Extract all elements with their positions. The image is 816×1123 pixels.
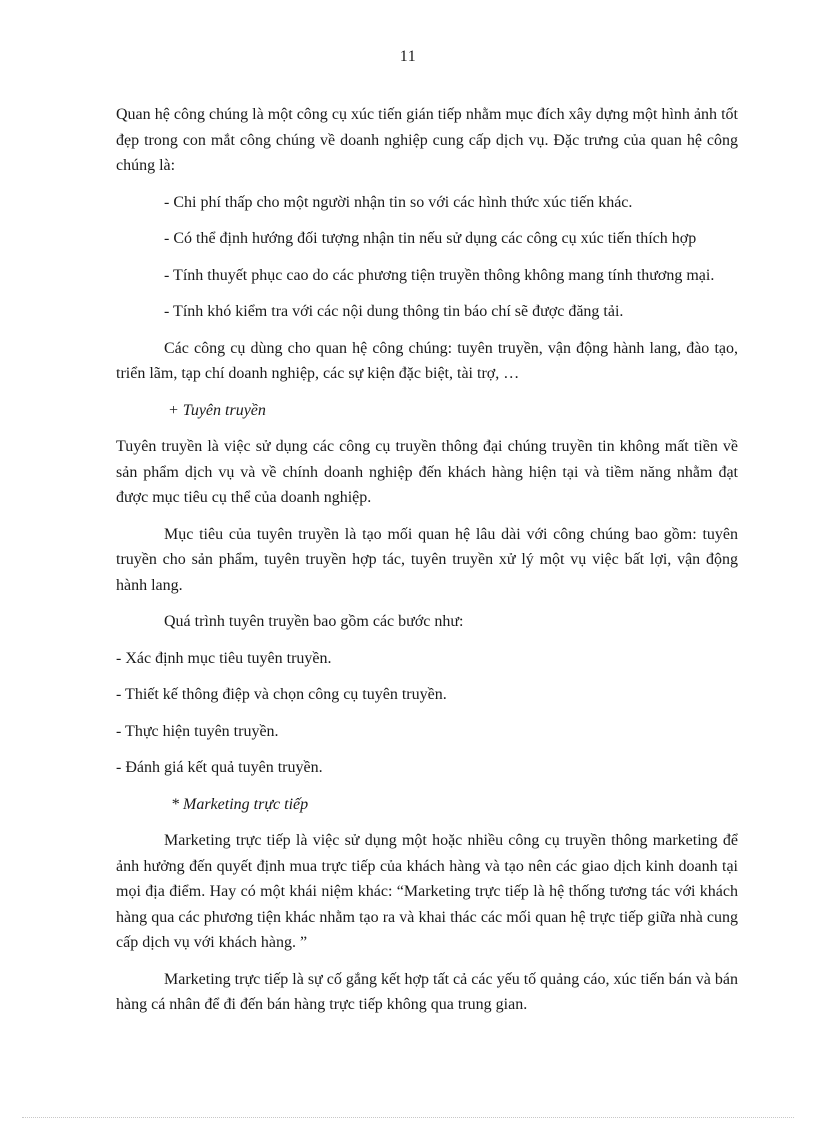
step-item-execute: - Thực hiện tuyên truyền. [116, 722, 279, 740]
page-bottom-divider [22, 1117, 794, 1118]
paragraph-publicity-goals: Mục tiêu của tuyên truyền là tạo mối quan hệ lâu dài với công chúng bao gồm: tuyên truyền cho sản phẩm, tuyên truyền hợp tác, tuyên truyền xử lý một vụ việc bất lợi, vận động hành lang. [116, 525, 738, 594]
step-item-define-goals: - Xác định mục tiêu tuyên truyền. [116, 649, 332, 667]
paragraph-pr-tools: Các công cụ dùng cho quan hệ công chúng: tuyên truyền, vận động hành lang, đào tạo, triển lãm, tạp chí doanh nghiệp, các sự kiện đặc biệt, tài trợ, … [116, 339, 738, 382]
list-item-low-cost: - Chi phí thấp cho một người nhận tin so với các hình thức xúc tiến khác. [164, 193, 633, 211]
paragraph-direct-marketing-definition: Marketing trực tiếp là việc sử dụng một hoặc nhiều công cụ truyền thông marketing để ảnh hưởng đến quyết định mua trực tiếp của khách hàng và tạo nên các giao dịch kinh doanh tại mọi địa điểm. Hay có một khái niệm khác: “Marketing trực tiếp là hệ thống tương tác với khách hàng qua các phương tiện khác nhằm tạo ra và khai thác các mối quan hệ trực tiếp giữa nhà cung cấp dịch vụ với khách hàng. ” [116, 832, 738, 951]
paragraph-pr-definition: Quan hệ công chúng là một công cụ xúc tiến gián tiếp nhằm mục đích xây dựng một hình ảnh tốt đẹp trong con mắt công chúng về doanh nghiệp cung cấp dịch vụ. Đặc trưng của quan hệ công chúng là: [116, 106, 738, 174]
document-body [116, 102, 738, 1029]
list-item-persuasive: - Tính thuyết phục cao do các phương tiện truyền thông không mang tính thương mại. [164, 266, 715, 284]
paragraph-publicity-steps-intro: Quá trình tuyên truyền bao gồm các bước như: [164, 613, 464, 630]
step-item-design-message: - Thiết kế thông điệp và chọn công cụ tuyên truyền. [116, 686, 447, 703]
paragraph-publicity-definition: Tuyên truyền là việc sử dụng các công cụ truyền thông đại chúng truyền tin không mất tiền về sản phẩm dịch vụ và về chính doanh nghiệp đến khách hàng hiện tại và tiềm năng nhằm đạt được mục tiêu cụ thể của doanh nghiệp. [116, 438, 738, 506]
page-number: 11 [399, 48, 417, 65]
list-item-targeting: - Có thể định hướng đối tượng nhận tin nếu sử dụng các công cụ xúc tiến thích hợp [164, 230, 697, 247]
step-item-evaluate: - Đánh giá kết quả tuyên truyền. [116, 759, 323, 776]
list-item-hard-to-control: - Tính khó kiểm tra với các nội dung thông tin báo chí sẽ được đăng tải. [164, 303, 624, 320]
paragraph-direct-marketing-combination: Marketing trực tiếp là sự cố gắng kết hợp tất cả các yếu tố quảng cáo, xúc tiến bán và bán hàng cá nhân để đi đến bán hàng trực tiếp không qua trung gian. [116, 970, 738, 1013]
section-heading-publicity: + Tuyên truyền [168, 401, 266, 419]
section-heading-direct-marketing: * Marketing trực tiếp [171, 795, 309, 813]
